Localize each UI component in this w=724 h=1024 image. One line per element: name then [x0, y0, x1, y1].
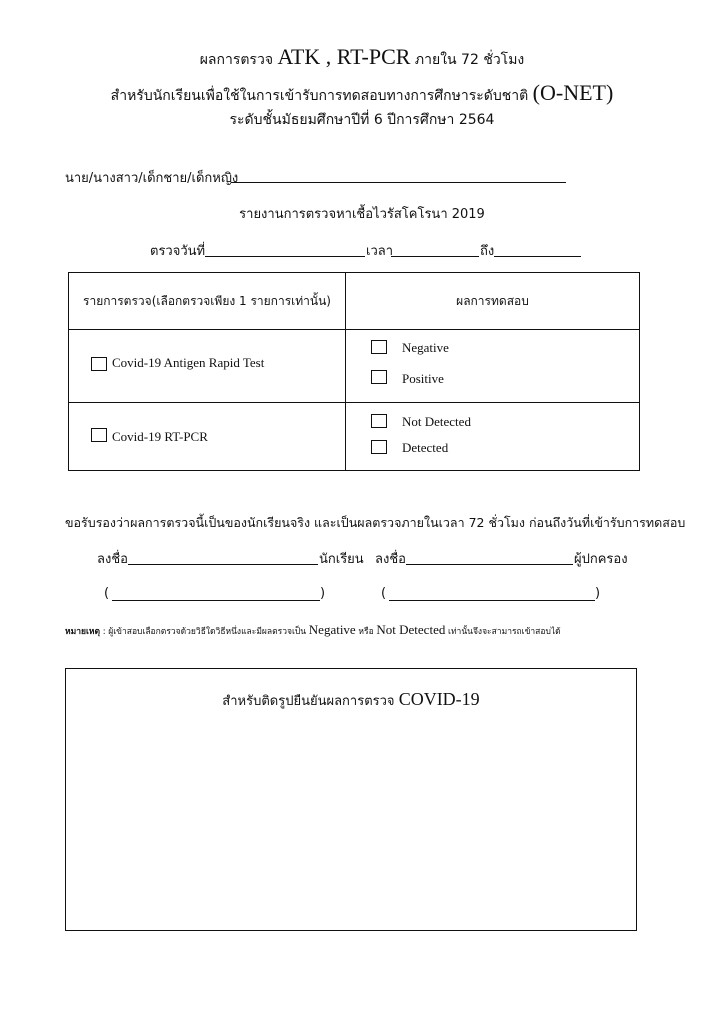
table-header-row	[69, 273, 640, 330]
parent-printed-name-field[interactable]	[389, 600, 595, 601]
parent-role-label: ผู้ปกครอง	[574, 552, 628, 567]
not-detected-label: Not Detected	[402, 414, 471, 429]
note-not-detected: Not Detected	[376, 622, 446, 637]
result-cell-pcr	[346, 403, 640, 471]
negative-label: Negative	[402, 340, 449, 355]
parent-sign-label: ลงชื่อ	[375, 552, 406, 567]
note-text-3: เท่านั้นจึงจะสามารถเข้าสอบได้	[448, 627, 561, 637]
antigen-test-label: Covid-19 Antigen Rapid Test	[112, 355, 265, 370]
results-table	[68, 272, 640, 471]
student-printed-name-field[interactable]	[112, 600, 320, 601]
name-field[interactable]	[231, 182, 566, 183]
note	[65, 622, 561, 638]
title-prefix: ผลการตรวจ	[199, 52, 274, 68]
result-cell-antigen	[346, 330, 640, 403]
detected-label: Detected	[402, 440, 449, 455]
photo-caption-prefix: สำหรับติดรูปยืนยันผลการตรวจ	[222, 694, 395, 709]
test-cell-antigen	[69, 330, 346, 403]
photo-caption	[66, 689, 636, 711]
table-row	[69, 330, 640, 403]
student-role-label: นักเรียน	[319, 552, 364, 567]
parent-signature-field[interactable]	[406, 564, 573, 565]
positive-label: Positive	[402, 371, 444, 386]
parent-paren-open: (	[381, 586, 387, 601]
table-row	[69, 403, 640, 471]
test-cell-pcr	[69, 403, 346, 471]
parent-paren-close: )	[595, 586, 601, 601]
photo-caption-covid: COVID-19	[398, 689, 480, 709]
detected-checkbox[interactable]	[371, 440, 387, 454]
time-to-field[interactable]	[494, 256, 581, 257]
pcr-test-label: Covid-19 RT-PCR	[112, 429, 208, 444]
photo-attach-box[interactable]	[65, 668, 637, 931]
result-column-header: ผลการทดสอบ	[346, 273, 640, 330]
page-level: ระดับชั้นมัธยมศึกษาปีที่ 6 ปีการศึกษา 2564	[229, 112, 495, 128]
time-from-field[interactable]	[391, 256, 479, 257]
page-title	[0, 44, 724, 71]
time-label: เวลา	[366, 244, 394, 259]
title-suffix: ภายใน 72 ชั่วโมง	[414, 52, 525, 68]
student-paren-close: )	[320, 586, 326, 601]
report-title: รายงานการตรวจหาเชื้อไวรัสโคโรนา 2019	[239, 207, 485, 222]
subtitle-onet: (O-NET)	[532, 80, 614, 105]
positive-checkbox[interactable]	[371, 370, 387, 384]
negative-checkbox[interactable]	[371, 340, 387, 354]
subtitle-prefix: สำหรับนักเรียนเพื่อใช้ในการเข้ารับการทดสอบทางการศึกษาระดับชาติ	[110, 88, 529, 104]
student-signature-field[interactable]	[128, 564, 318, 565]
note-separator: :	[100, 627, 109, 637]
not-detected-checkbox[interactable]	[371, 414, 387, 428]
name-label: นาย/นางสาว/เด็กชาย/เด็กหญิง	[65, 171, 239, 186]
time-to-label: ถึง	[480, 244, 495, 259]
page-subtitle	[0, 80, 724, 107]
student-paren-open: (	[104, 586, 110, 601]
note-label: หมายเหตุ	[65, 627, 100, 637]
note-negative: Negative	[308, 622, 356, 637]
title-tests: ATK , RT-PCR	[277, 44, 411, 69]
date-label: ตรวจวันที่	[150, 244, 206, 259]
test-column-header: รายการตรวจ(เลือกตรวจเพียง 1 รายการเท่านั้น)	[69, 273, 346, 330]
date-field[interactable]	[205, 256, 365, 257]
antigen-checkbox[interactable]	[91, 357, 107, 371]
student-sign-label: ลงชื่อ	[97, 552, 128, 567]
note-text-1: ผู้เข้าสอบเลือกตรวจด้วยวิธีใดวิธีหนึ่งและมีผลตรวจเป็น	[108, 627, 307, 637]
note-text-2: หรือ	[358, 627, 374, 637]
certify-text: ขอรับรองว่าผลการตรวจนี้เป็นของนักเรียนจริง และเป็นผลตรวจภายในเวลา 72 ชั่วโมง ก่อนถึงวันที่เข้ารับการทดสอบ	[65, 515, 686, 530]
pcr-checkbox[interactable]	[91, 428, 107, 442]
